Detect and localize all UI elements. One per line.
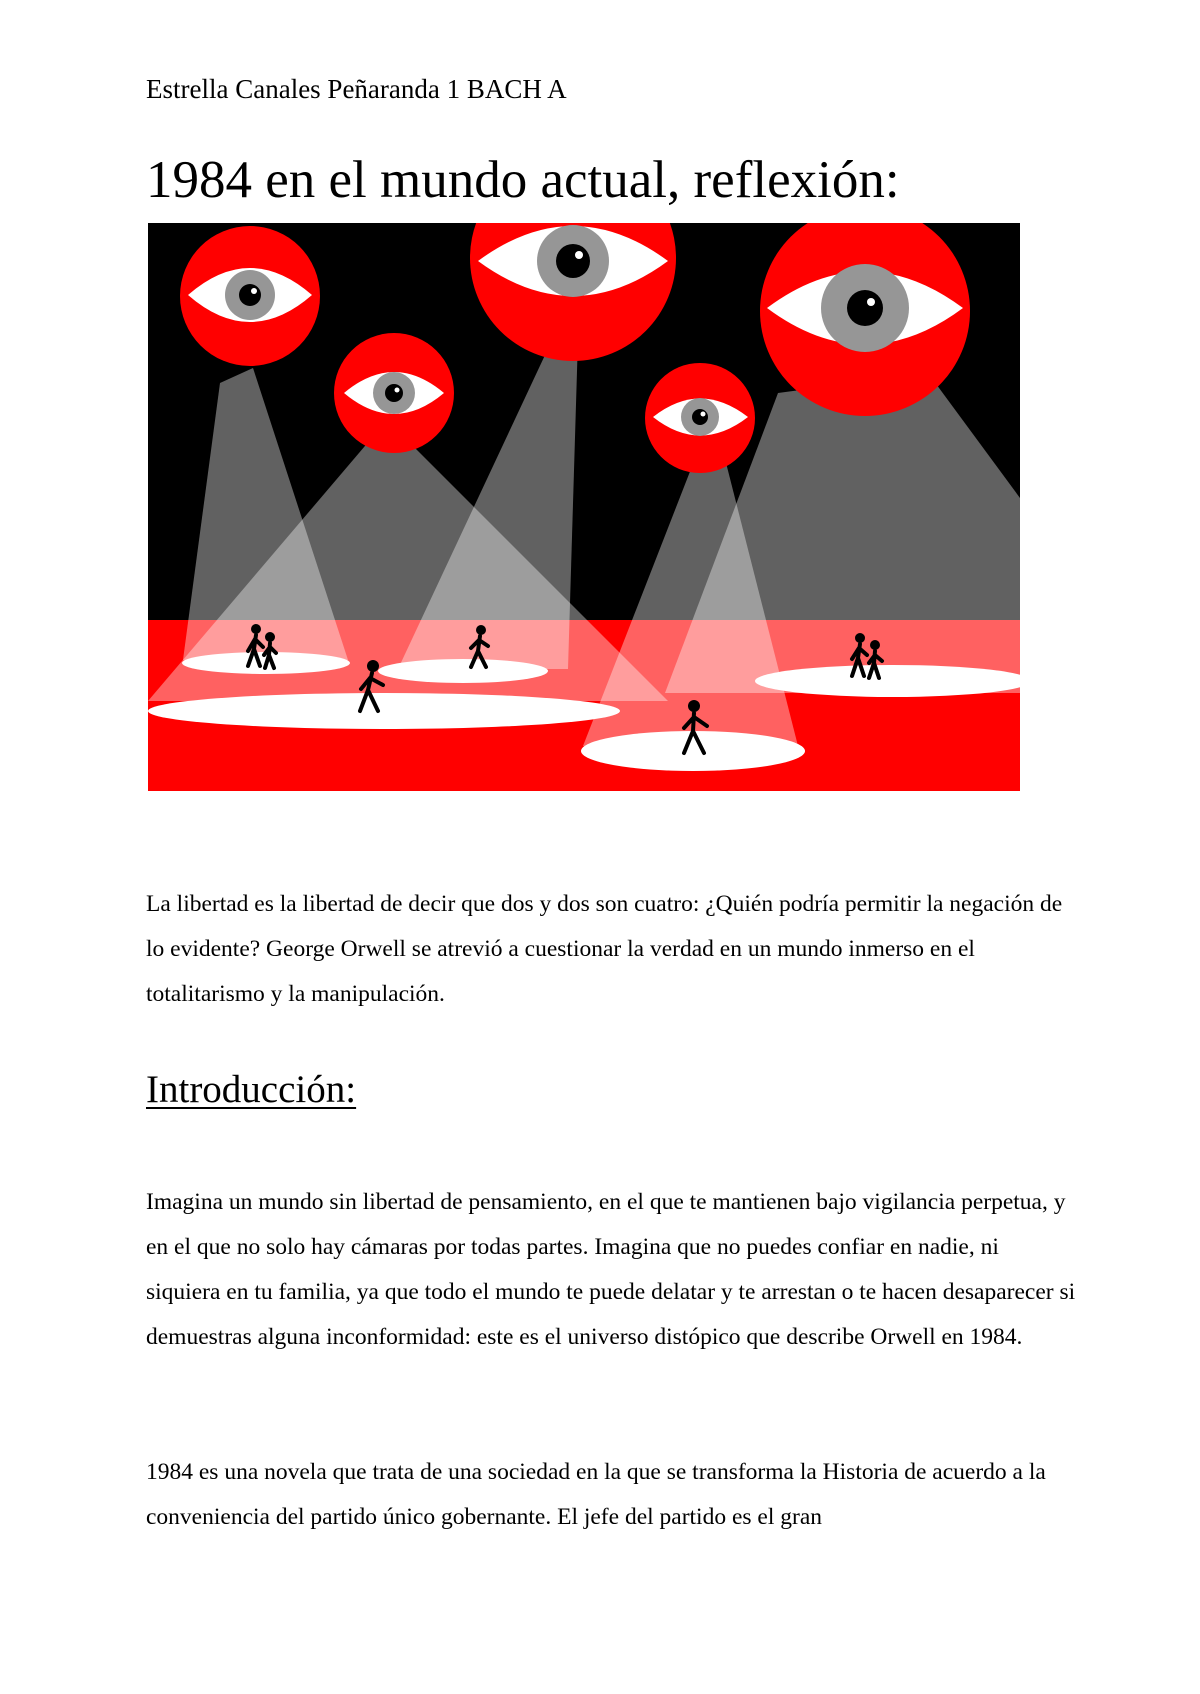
surveillance-eyes-illustration xyxy=(148,223,1020,791)
page-title: 1984 en el mundo actual, reflexión: xyxy=(146,151,900,209)
section-paragraph: Imagina un mundo sin libertad de pensamiento, en el que te mantienen bajo vigilancia perpetua, y en el que no solo hay cámaras por todas partes. Imagina que no puedes confiar en nadie, ni siquiera en tu familia, ya que todo el mundo te puede delatar y te arrestan o te hacen desaparecer si demuestras alguna inconformidad: este es el universo distópico que describe Orwell en 1984. xyxy=(146,1189,1076,1350)
eye-icon xyxy=(180,226,320,366)
intro-paragraph: La libertad es la libertad de decir que dos y dos son cuatro: ¿Quién podría permitir la negación de lo evidente? George Orwell se atrevió a cuestionar la verdad en un mundo inmerso en el totalitarismo y la manipulación. xyxy=(146,891,1063,1007)
section-heading: Introducción: xyxy=(146,1068,357,1111)
eye-icon xyxy=(645,363,755,473)
author-line: Estrella Canales Peñaranda 1 BACH A xyxy=(146,74,567,104)
eye-icon xyxy=(334,333,454,453)
section-paragraph: 1984 es una novela que trata de una sociedad en la que se transforma la Historia de acuerdo a la conveniencia del partido único gobernante. El jefe del partido es el gran xyxy=(146,1459,1046,1530)
